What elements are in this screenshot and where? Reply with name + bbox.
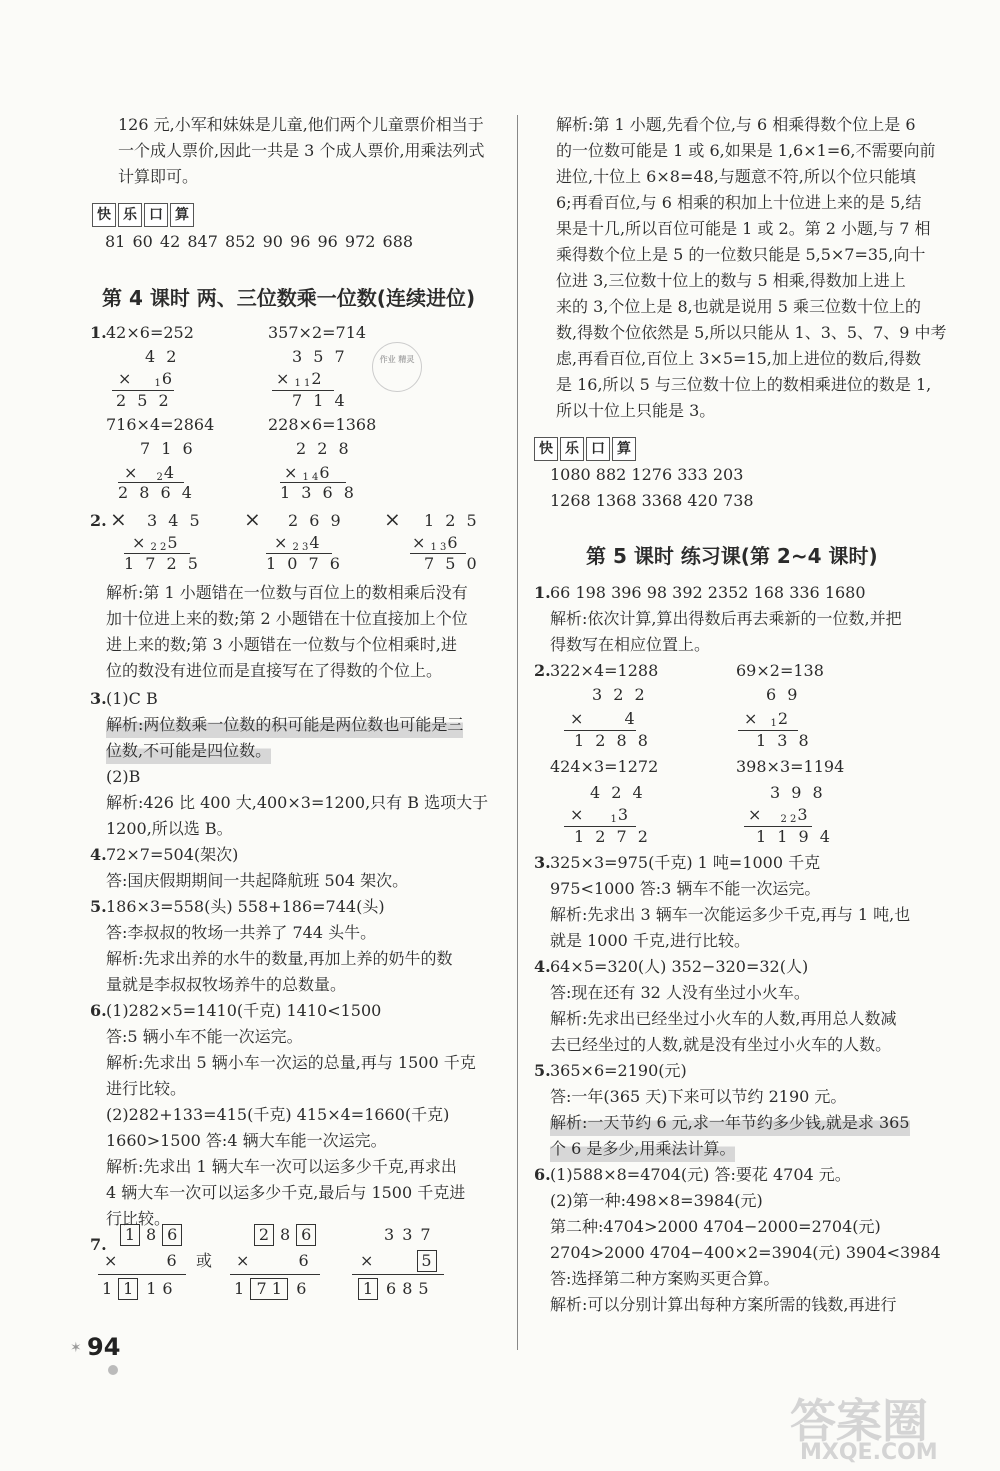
q2-analysis-1: 解析:第 1 小题错在一位数与百位上的数相乘后没有 (106, 583, 468, 602)
q2c-wrong-mark: × (384, 507, 401, 531)
dot-icon (108, 1365, 118, 1375)
q7b-rule (230, 1274, 320, 1275)
q1a-equation: 42×6=252 (106, 323, 194, 342)
q3-part1-analysis-2: 位数,不可能是四位数。 (106, 738, 271, 764)
q7a-top: 1 8 6 (118, 1222, 184, 1248)
q2b-wrong-mark: × (244, 507, 261, 531)
q2-analysis-2: 加十位进上来的数;第 2 小题错在十位直接加上个位 (106, 609, 468, 628)
q2b-mul-row: × $_{2 3}$4 (274, 533, 320, 553)
r-q1-number: 1. (534, 583, 551, 602)
r-q2d-mul-row: × $_{2 2}$3 (748, 805, 808, 825)
r-q2d-top: 3 9 8 (770, 783, 826, 802)
r-q5-line-1: 365×6=2190(元) (550, 1061, 687, 1080)
intro-line-1: 126 元,小军和妹妹是儿童,他们两个儿童票价相当于 (118, 115, 484, 134)
q3-number: 3. (90, 689, 107, 708)
q1c-mul-row: × $_2$4 (124, 463, 175, 483)
q4-number: 4. (90, 845, 107, 864)
r-analysis-3: 进位,十位上 6×8=48,与题意不符,所以个位只能填 (556, 167, 916, 186)
q2a-mul-row: × $_{2 2}$5 (132, 533, 178, 553)
r-analysis-11: 是 16,所以 5 与三位数十位上的数相乘进位的数是 1, (556, 375, 932, 394)
q6-line-8: 4 辆大车一次可以运多少千克,最后与 1500 千克进 (106, 1183, 466, 1202)
q2c-top: 1 2 5 (424, 511, 480, 530)
q2-analysis-4: 位的数没有进位而是直接写在了得数的个位上。 (106, 661, 443, 680)
r-q5-number: 5. (534, 1061, 551, 1080)
q5-number: 5. (90, 897, 107, 916)
r-q6-line-6: 解析:可以分别计算出每种方案所需的钱数,再进行 (550, 1295, 897, 1314)
page-number: 94 (87, 1333, 121, 1361)
r-q4-line-4: 去已经坐过的人数,就是没有坐过小火车的人数。 (550, 1035, 892, 1054)
q5-line-2: 答:李叔叔的牧场一共养了 744 头牛。 (106, 923, 377, 942)
r-analysis-6: 乘得数个位上是 5 的一位数只能是 5,5×7=35,向十 (556, 245, 926, 264)
r-q6-line-2: (2)第一种:498×8=3984(元) (550, 1191, 763, 1210)
r-oral-tag: 快 乐 口 算 (534, 437, 638, 461)
r-oral-row-2: 1268 1368 3368 420 738 (550, 491, 754, 510)
q2b-result: 1 0 7 6 (266, 554, 343, 573)
q6-line-6: 1660>1500 答:4 辆大车能一次运完。 (106, 1131, 387, 1150)
q4-line-1: 72×7=504(架次) (106, 845, 239, 864)
q7c-top: 337 (384, 1225, 439, 1244)
r-q2d-equation: 398×3=1194 (736, 757, 845, 776)
r-q2c-top: 4 2 4 (590, 783, 646, 802)
q3-part2-analysis-2: 1200,所以选 B。 (106, 819, 233, 838)
q1a-result: 2 5 2 (116, 391, 172, 410)
r-q4-line-3: 解析:先求出已经坐过小火车的人数,再用总人数减 (550, 1009, 897, 1028)
r-q6-line-4: 2704>2000 4704−400×2=3904(元) 3904<3984 (550, 1243, 941, 1262)
r-q1-analysis-1: 解析:依次计算,算出得数后再去乘新的一位数,并把 (550, 609, 902, 628)
q3-part2: (2)B (106, 767, 141, 786)
r-q2c-result: 1 2 7 2 (574, 827, 651, 846)
q3-part1: (1)C B (106, 689, 158, 708)
site-watermark: MXQE.COM (800, 1440, 938, 1465)
r-q2b-result: 1 3 8 (756, 731, 812, 750)
r-q2c-equation: 424×3=1272 (550, 757, 659, 776)
q7b-result: 1 7 1 6 (234, 1279, 307, 1298)
q1c-equation: 716×4=2864 (106, 415, 215, 434)
q2-analysis-3: 进上来的数;第 3 小题错在一位数与个位相乘时,进 (106, 635, 457, 654)
r-analysis-10: 虑,再看百位,百位上 3×5=15,加上进位的数后,得数 (556, 349, 921, 368)
r-q4-number: 4. (534, 957, 551, 976)
q6-line-9: 行比较。 (106, 1209, 171, 1228)
q3-part2-analysis-1: 解析:426 比 400 大,400×3=1200,只有 B 选项大于 (106, 793, 489, 812)
q7a-result: 1 1 1 6 (102, 1279, 173, 1298)
r-q5-line-2: 答:一年(365 天)下来可以节约 2190 元。 (550, 1087, 847, 1106)
q5-line-4: 量就是李叔叔牧场养牛的总数量。 (106, 975, 347, 994)
q7c-mul-row: × 5 (360, 1248, 439, 1274)
r-q3-line-2: 975<1000 答:3 辆车不能一次运完。 (550, 879, 821, 898)
q1b-mul-row: × $_{1 1}$2 (276, 369, 322, 389)
q2-number: 2. (90, 511, 107, 530)
q2a-top: 3 4 5 (147, 511, 203, 530)
r-q4-line-2: 答:现在还有 32 人没有坐过小火车。 (550, 983, 810, 1002)
q1c-top: 7 1 6 (140, 439, 196, 458)
r-analysis-5: 果是十几,所以百位可能是 1 或 2。第 2 小题,与 7 相 (556, 219, 931, 238)
q4-line-2: 答:国庆假期期间一共起降航班 504 架次。 (106, 871, 409, 890)
r-q2c-mul-row: × $_1$3 (570, 805, 629, 825)
r-q6-number: 6. (534, 1165, 551, 1184)
r-analysis-7: 位进 3,三位数十位上的数与 5 相乘,得数加上进上 (556, 271, 906, 290)
q2a-wrong-mark: × (110, 507, 127, 531)
q2a-result: 1 7 2 5 (124, 554, 201, 573)
q1a-top: 4 2 (145, 347, 180, 366)
q7b-mul-row: × 6 (236, 1251, 309, 1270)
r-q6-line-5: 答:选择第二种方案购买更合算。 (550, 1269, 780, 1288)
stamp-watermark: 作业 精灵 (372, 342, 422, 392)
q1b-top: 3 5 7 (292, 347, 348, 366)
q7c-rule (352, 1274, 444, 1275)
r-analysis-2: 的一位数可能是 1 或 6,如果是 1,6×1=6,不需要向前 (556, 141, 936, 160)
q1d-mul-row: × $_{1 4}$6 (284, 463, 330, 483)
star-icon: ✶ (70, 1340, 82, 1356)
q3-part1-analysis-1: 解析:两位数乘一位数的积可能是两位数也可能是三 (106, 712, 463, 738)
r-analysis-4: 6;再看百位,与 6 相乘的积加上十位进上来的是 5,结 (556, 193, 922, 212)
r-q3-line-4: 就是 1000 千克,进行比较。 (550, 931, 750, 950)
q7c-result: 1 6 8 5 (356, 1276, 429, 1302)
r-q2a-result: 1 2 8 8 (574, 731, 651, 750)
q1c-result: 2 8 6 4 (118, 483, 195, 502)
q5-line-3: 解析:先求出养的水牛的数量,再加上养的奶牛的数 (106, 949, 453, 968)
r-q5-line-4: 个 6 是多少,用乘法计算。 (550, 1136, 735, 1162)
r-q1-analysis-2: 得数写在相应位置上。 (550, 635, 711, 654)
lesson4-title: 第 4 课时 两、三位数乘一位数(连续进位) (102, 286, 476, 310)
r-q2b-mul-row: × $_1$2 (744, 709, 789, 729)
r-analysis-9: 数,得数个位依然是 5,所以只能从 1、3、5、7、9 中考 (556, 323, 947, 342)
r-q6-line-3: 第二种:4704>2000 4704−2000=2704(元) (550, 1217, 881, 1236)
oral-answers: 81 60 42 847 852 90 96 96 972 688 (105, 232, 414, 251)
r-analysis-8: 来的 3,个位上是 8,也就是说用 5 乘三位数十位上的 (556, 297, 922, 316)
oral-tag: 快 乐 口 算 (92, 203, 196, 227)
r-analysis-1: 解析:第 1 小题,先看个位,与 6 相乘得数个位上是 6 (556, 115, 916, 134)
q7a-rule (98, 1274, 186, 1275)
r-analysis-12: 所以十位上只能是 3。 (556, 401, 716, 420)
r-q5-line-3: 解析:一天节约 6 元,求一年节约多少钱,就是求 365 (550, 1110, 910, 1136)
lesson5-title: 第 5 课时 练习课(第 2~4 课时) (586, 544, 878, 568)
r-q4-line-1: 64×5=320(人) 352−320=32(人) (550, 957, 809, 976)
r-q6-line-1: (1)588×8=4704(元) 答:要花 4704 元。 (550, 1165, 851, 1184)
q1a-mul-row: × $_1$6 (118, 369, 173, 389)
q7a-mul-row: × 6 (104, 1251, 177, 1270)
q2c-result: 7 5 0 (424, 554, 480, 573)
q7-number: 7. (90, 1235, 107, 1254)
r-q2b-equation: 69×2=138 (736, 661, 824, 680)
q6-line-5: (2)282+133=415(千克) 415×4=1660(千克) (106, 1105, 450, 1124)
q1d-equation: 228×6=1368 (268, 415, 377, 434)
q6-number: 6. (90, 1001, 107, 1020)
q1b-result: 7 1 4 (292, 391, 348, 410)
q7-or: 或 (196, 1251, 213, 1270)
q1b-equation: 357×2=714 (268, 323, 367, 342)
q6-line-7: 解析:先求出 1 辆大车一次可以运多少千克,再求出 (106, 1157, 457, 1176)
r-oral-row-1: 1080 882 1276 333 203 (550, 465, 744, 484)
r-q3-line-1: 325×3=975(千克) 1 吨=1000 千克 (550, 853, 821, 872)
q6-line-4: 进行比较。 (106, 1079, 187, 1098)
brand-watermark: 答案圈 (790, 1394, 928, 1448)
intro-line-3: 计算即可。 (118, 167, 199, 186)
q5-line-1: 186×3=558(头) 558+186=744(头) (106, 897, 385, 916)
r-q3-number: 3. (534, 853, 551, 872)
q6-line-2: 答:5 辆小车不能一次运完。 (106, 1027, 303, 1046)
q1-number: 1. (90, 323, 107, 342)
r-q2-number: 2. (534, 661, 551, 680)
r-q2b-top: 6 9 (766, 685, 801, 704)
r-q2d-result: 1 1 9 4 (756, 827, 833, 846)
r-q2a-mul-row: × 4 (570, 709, 635, 728)
q1d-top: 2 2 8 (296, 439, 352, 458)
q6-line-3: 解析:先求出 5 辆小车一次运的总量,再与 1500 千克 (106, 1053, 476, 1072)
q1d-result: 1 3 6 8 (280, 483, 357, 502)
q7b-top: 2 8 6 (252, 1222, 318, 1248)
q2c-mul-row: × $_{1 3}$6 (412, 533, 458, 553)
r-q1-line: 66 198 396 98 392 2352 168 336 1680 (550, 583, 866, 602)
column-divider (517, 115, 518, 1350)
r-q3-line-3: 解析:先求出 3 辆车一次能运多少千克,再与 1 吨,也 (550, 905, 911, 924)
q6-line-1: (1)282×5=1410(千克) 1410<1500 (106, 1001, 382, 1020)
r-q2a-equation: 322×4=1288 (550, 661, 659, 680)
q2b-top: 2 6 9 (288, 511, 344, 530)
r-q2a-top: 3 2 2 (592, 685, 648, 704)
intro-line-2: 一个成人票价,因此一共是 3 个成人票价,用乘法列式 (118, 141, 485, 160)
